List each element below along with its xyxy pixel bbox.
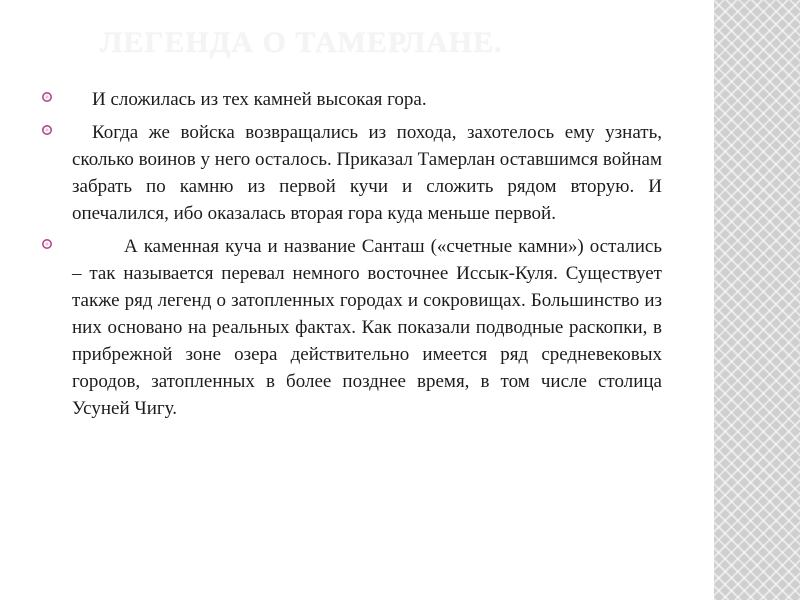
ring-bullet-icon: [40, 90, 54, 104]
paragraph-text: А каменная куча и название Санташ («счетные камни») остались – так называется перевал немного восточнее Иссык-Куля. Существует также ряд легенд о затопленных городах и сокровищах. Большинство из них основано на реальных фактах. Как показали подводные раскопки, в прибрежной зоне озера действительно имеется ряд средневековых городов, затопленных в более позднее время, в том числе столица Усуней Чигу.: [72, 236, 662, 419]
side-pattern-panel: [714, 0, 800, 600]
bullet-list: [40, 86, 662, 428]
paragraph-text: Когда же войска возвращались из похода, захотелось ему узнать, сколько воинов у него осталось. Приказал Тамерлан оставшимся войнам забрать по камню из первой кучи и сложить рядом вторую. И опечалился, ибо оказалась вторая гора куда меньше первой.: [72, 122, 662, 224]
slide-title: ЛЕГЕНДА О ТАМЕРЛАНЕ.: [100, 26, 503, 59]
bullet-item: [40, 233, 662, 422]
ring-bullet-icon: [40, 123, 54, 137]
ring-bullet-icon: [40, 237, 54, 251]
bullet-item: [40, 86, 662, 113]
paragraph-text: И сложилась из тех камней высокая гора.: [92, 89, 427, 110]
bullet-item: [40, 119, 662, 227]
